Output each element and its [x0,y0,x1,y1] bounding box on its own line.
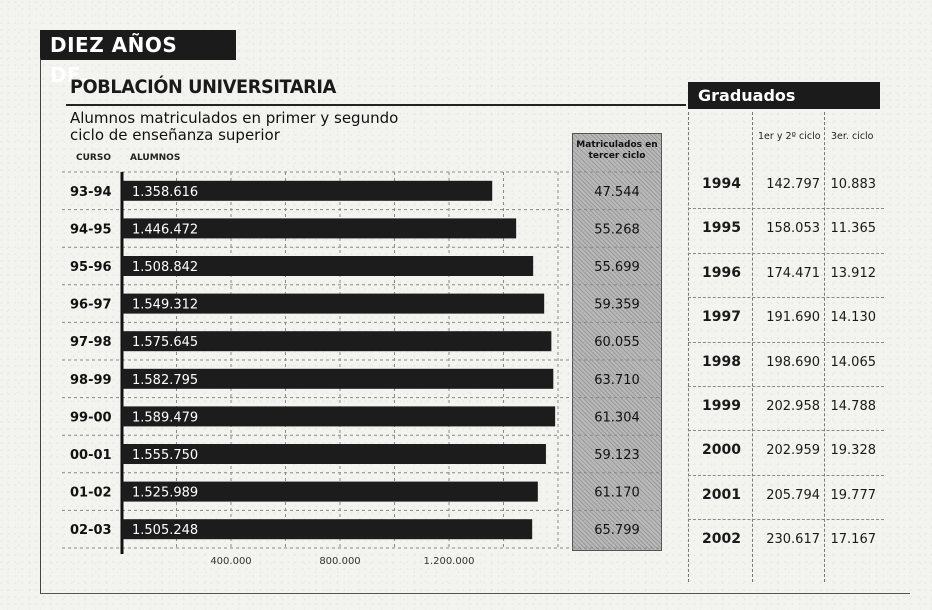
graduados-col-third: 3er. ciclo [831,131,874,142]
graduados-row-separator [688,519,884,520]
graduados-first-cycle: 158.053 [766,221,820,237]
graduados-row [688,430,884,474]
bar-value-label: 1.575.645 [132,335,199,351]
graduados-row [688,519,884,563]
category-label: 96-97 [70,297,112,313]
graduados-row-separator [688,208,884,209]
bar-value-label: 1.525.989 [132,485,199,501]
third-cycle-value: 47.544 [594,184,640,200]
bar-value-label: 1.549.312 [132,297,199,313]
category-label: 02-03 [70,523,112,539]
graduados-year: 1999 [702,398,741,414]
third-cycle-value: 55.268 [594,222,640,238]
graduados-third-cycle: 14.130 [830,310,876,326]
graduados-third-cycle: 19.777 [830,487,876,503]
bar-value-label: 1.589.479 [132,410,199,426]
graduados-row-separator [688,430,884,431]
graduados-first-cycle: 230.617 [766,532,820,548]
graduados-year: 1996 [702,264,741,281]
graduados-row-separator [688,386,884,387]
graduados-third-cycle: 13.912 [830,265,876,281]
category-label: 95-96 [70,260,112,275]
graduados-third-cycle: 17.167 [830,532,876,548]
graduados-year: 1997 [702,309,741,326]
category-label: 01-02 [70,485,112,501]
graduados-title: Graduados [688,82,880,109]
graduados-row-separator [688,342,884,343]
graduados-first-cycle: 174.471 [766,265,820,281]
graduados-row [688,475,884,519]
third-cycle-value: 61.170 [594,485,640,501]
bar-value-label: 1.358.616 [132,184,199,200]
graduados-first-cycle: 202.959 [766,443,820,459]
graduados-row [688,253,884,297]
graduados-row [688,386,884,430]
third-cycle-title: Matriculados en tercer ciclo [576,140,658,161]
graduados-row [688,342,884,386]
bar-value-label: 1.505.248 [132,523,199,539]
x-tick-label: 400.000 [210,556,252,567]
graduados-first-cycle: 191.690 [766,310,820,326]
third-cycle-value: 61.304 [594,410,640,426]
graduados-row [688,297,884,341]
category-label: 00-01 [70,448,112,463]
graduados-third-cycle: 14.788 [830,399,876,414]
third-cycle-value: 59.359 [594,297,640,313]
graduados-first-cycle: 198.690 [766,354,820,370]
graduados-year: 2002 [702,531,741,548]
third-cycle-value: 65.799 [594,523,640,539]
graduados-third-cycle: 19.328 [830,443,876,459]
graduados-col-first: 1er y 2º ciclo [758,131,821,142]
graduados-row-separator [688,253,884,254]
graduados-row-separator [688,475,884,476]
third-cycle-value: 63.710 [594,372,640,388]
category-label: 98-99 [70,372,112,388]
graduados-year: 2000 [702,442,741,459]
chart-title: POBLACIÓN UNIVERSITARIA [70,76,336,98]
graduados-third-cycle: 14.065 [830,354,876,370]
graduados-row [688,164,884,208]
graduados-row [688,208,884,252]
chart-subtitle: Alumnos matriculados en primer y segundo ciclo de enseñanza superior [70,109,399,144]
bar-value-label: 1.446.472 [132,222,199,238]
third-cycle-value: 59.123 [594,448,640,463]
graduados-year: 1995 [702,220,741,237]
bar-value-label: 1.508.842 [132,260,199,275]
x-tick-label: 1.200.000 [423,556,475,567]
bar-value-label: 1.555.750 [132,448,199,463]
graduados-first-cycle: 142.797 [766,177,820,192]
x-tick-label: 800.000 [319,556,361,567]
graduados-first-cycle: 205.794 [766,487,820,503]
category-label: 99-00 [70,410,112,426]
graduados-year: 1998 [702,353,741,370]
graduados-first-cycle: 202.958 [766,399,820,414]
curso-header: CURSO [76,153,111,163]
graduados-third-cycle: 10.883 [830,177,876,192]
section-header: DIEZ AÑOS DE... [40,30,236,60]
third-cycle-value: 55.699 [594,260,640,275]
alumnos-header: ALUMNOS [130,153,181,163]
graduados-third-cycle: 11.365 [830,221,876,237]
category-label: 97-98 [70,335,112,351]
category-label: 93-94 [70,184,112,200]
graduados-year: 2001 [702,486,741,503]
graduados-year: 1994 [702,176,741,192]
category-label: 94-95 [70,222,112,238]
graduados-row-separator [688,297,884,298]
third-cycle-value: 60.055 [594,335,640,351]
bar-value-label: 1.582.795 [132,372,199,388]
